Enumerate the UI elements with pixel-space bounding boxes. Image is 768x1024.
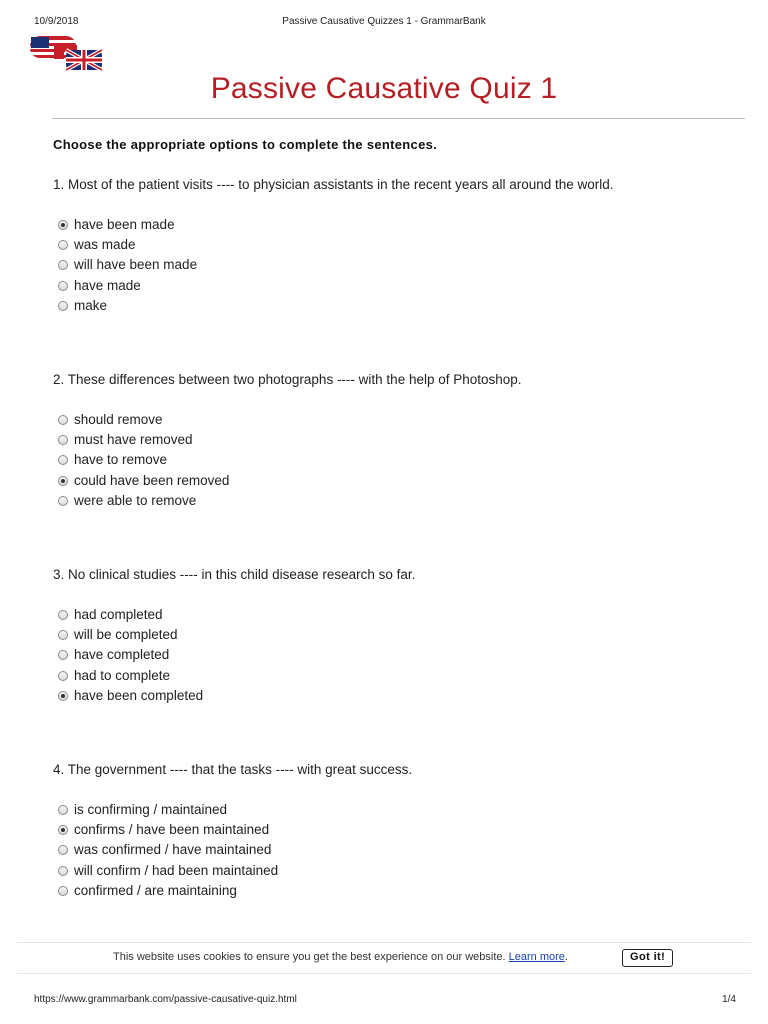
question-3 (53, 566, 753, 707)
option-label: will confirm / had been maintained (74, 862, 279, 878)
answer-option[interactable] (53, 626, 753, 646)
question-4 (53, 761, 753, 902)
radio-button[interactable] (58, 886, 68, 896)
question-2 (53, 371, 753, 512)
answer-option[interactable] (53, 841, 753, 861)
cookie-text: This website uses cookies to ensure you get the best experience on our website. (113, 951, 506, 963)
radio-button[interactable] (58, 455, 68, 465)
answer-option[interactable] (53, 277, 753, 297)
option-label: will have been made (74, 257, 198, 273)
learn-more-link[interactable]: Learn more (508, 951, 565, 963)
question-1 (53, 176, 753, 317)
option-label: could have been removed (74, 472, 230, 488)
radio-button[interactable] (58, 866, 68, 876)
radio-button[interactable] (58, 691, 68, 701)
question-text: 2. These differences between two photographs ---- with the help of Photoshop. (53, 372, 522, 387)
option-label: had completed (74, 607, 163, 622)
radio-button[interactable] (58, 281, 68, 291)
answer-option[interactable] (53, 801, 753, 821)
title-divider (52, 118, 745, 119)
radio-button[interactable] (58, 240, 68, 250)
radio-button[interactable] (58, 650, 68, 660)
radio-button[interactable] (58, 610, 68, 620)
option-label: make (74, 297, 108, 313)
option-label: will be completed (74, 627, 178, 643)
option-label: was confirmed / have maintained (74, 842, 272, 858)
answer-option[interactable] (53, 687, 753, 707)
radio-button[interactable] (58, 845, 68, 855)
option-label: have completed (74, 647, 170, 663)
answer-option[interactable] (53, 297, 753, 317)
option-label: is confirming / maintained (74, 802, 228, 817)
radio-button[interactable] (58, 220, 68, 230)
radio-button[interactable] (58, 476, 68, 486)
radio-button[interactable] (58, 825, 68, 835)
radio-button[interactable] (58, 435, 68, 445)
radio-button[interactable] (58, 630, 68, 640)
question-text: 4. The government ---- that the tasks ---- with great success. (53, 762, 413, 777)
answer-option[interactable] (53, 646, 753, 666)
option-label: have made (74, 277, 141, 293)
option-label: were able to remove (74, 492, 197, 508)
option-label: confirms / have been maintained (74, 822, 270, 838)
radio-button[interactable] (58, 805, 68, 815)
option-label: confirmed / are maintaining (74, 882, 237, 898)
answer-option[interactable] (53, 451, 753, 471)
option-label: must have removed (74, 432, 193, 448)
quiz-instructions: Choose the appropriate options to complete the sentences. (53, 137, 438, 152)
cookie-period: . (564, 951, 568, 963)
print-doc-title: Passive Causative Quizzes 1 - GrammarBank (282, 16, 486, 27)
option-label: was made (74, 237, 136, 253)
radio-button[interactable] (58, 415, 68, 425)
answer-option[interactable] (53, 492, 753, 512)
option-label: have been made (74, 217, 175, 232)
answer-option[interactable] (53, 862, 753, 882)
answer-option[interactable] (53, 431, 753, 451)
print-date: 10/9/2018 (34, 16, 79, 27)
option-label: have to remove (74, 452, 168, 468)
radio-button[interactable] (58, 301, 68, 311)
answer-option[interactable] (53, 411, 753, 431)
answer-option[interactable] (53, 667, 753, 687)
print-url: https://www.grammarbank.com/passive-causative-quiz.html (34, 994, 297, 1005)
question-text: 3. No clinical studies ---- in this child disease research so far. (53, 567, 416, 582)
cookie-consent-bar (17, 942, 751, 974)
answer-option[interactable] (53, 216, 753, 236)
option-label: had to complete (74, 667, 171, 683)
option-label: should remove (74, 412, 163, 427)
got-it-button[interactable]: Got it! (622, 949, 673, 967)
answer-option[interactable] (53, 821, 753, 841)
answer-option[interactable] (53, 236, 753, 256)
page-title: Passive Causative Quiz 1 (210, 72, 558, 105)
page-number: 1/4 (722, 994, 736, 1005)
answer-option[interactable] (53, 472, 753, 492)
answer-option[interactable] (53, 882, 753, 902)
radio-button[interactable] (58, 671, 68, 681)
radio-button[interactable] (58, 260, 68, 270)
question-text: 1. Most of the patient visits ---- to physician assistants in the recent years all around the world. (53, 177, 614, 192)
option-label: have been completed (74, 687, 204, 703)
radio-button[interactable] (58, 496, 68, 506)
answer-option[interactable] (53, 606, 753, 626)
answer-option[interactable] (53, 256, 753, 276)
grammarbank-logo-icon[interactable] (28, 34, 104, 72)
cookie-message (113, 951, 568, 963)
